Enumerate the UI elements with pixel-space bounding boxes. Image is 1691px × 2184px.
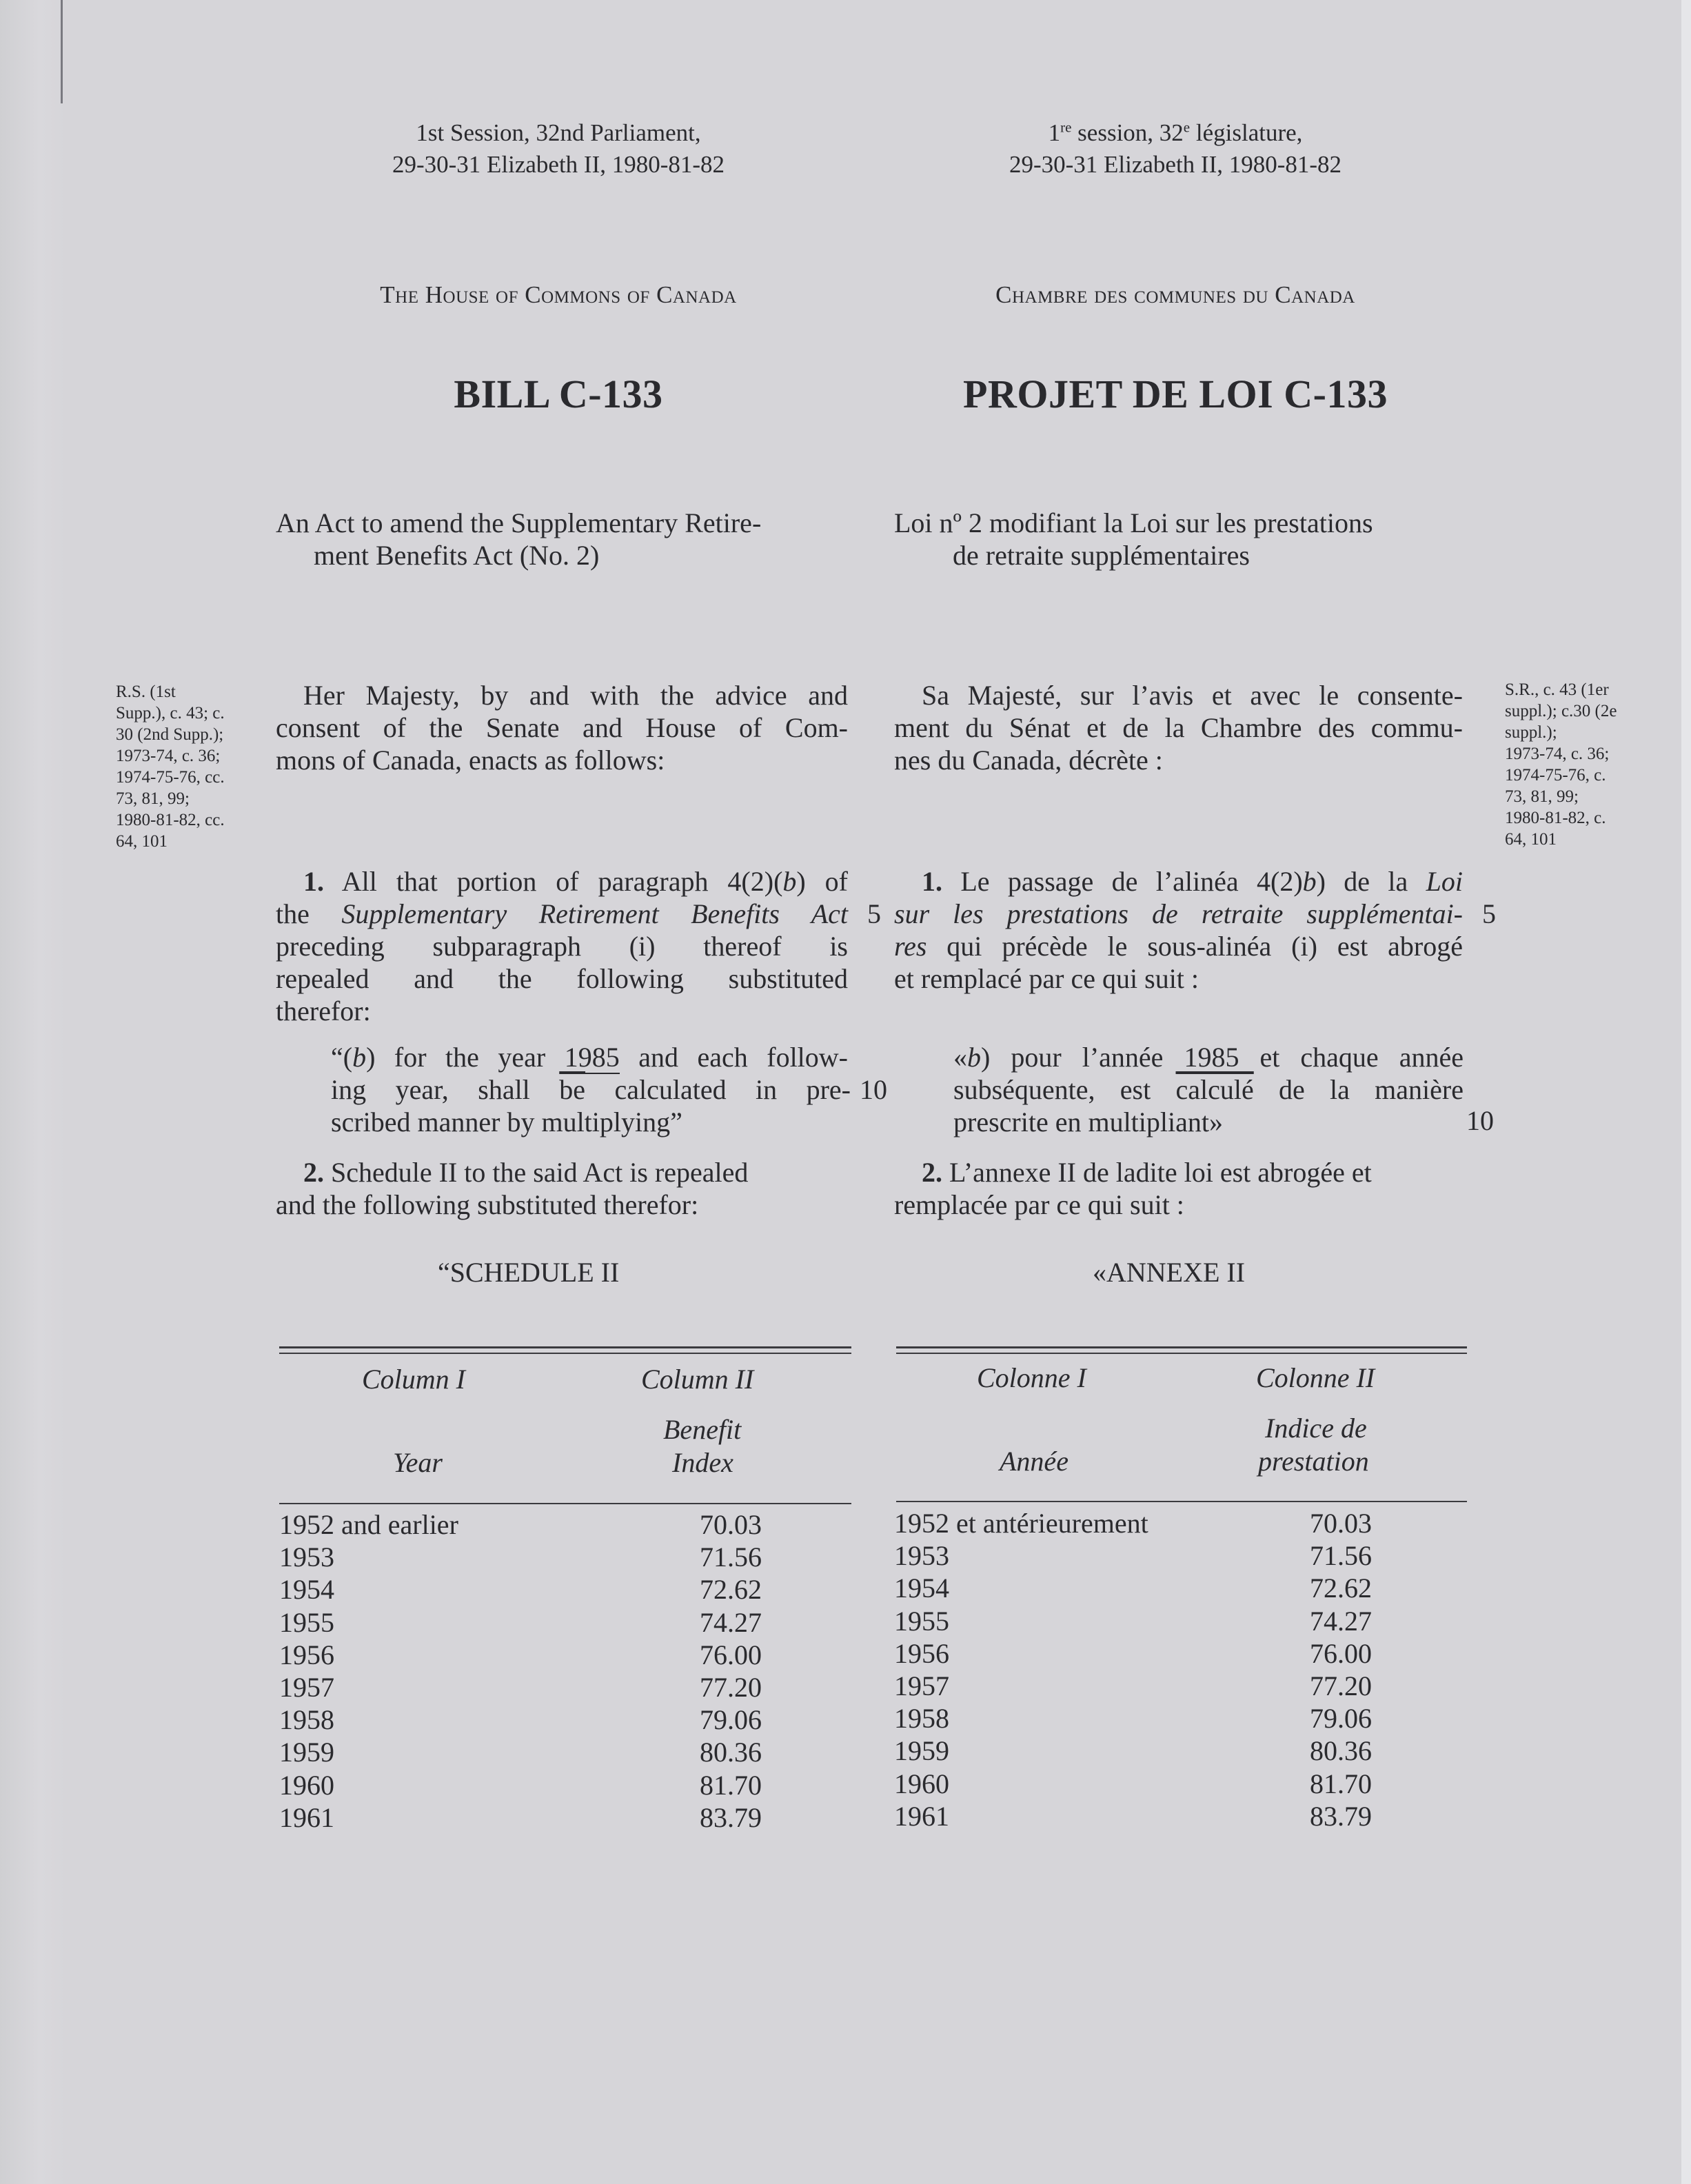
overlined-word: calculé <box>1175 1074 1254 1105</box>
column-header: Year <box>393 1447 443 1478</box>
left-bill-subtitle <box>276 507 848 572</box>
table-cell-index: 77.20 <box>1310 1670 1372 1701</box>
line-number-5-middle: 5 <box>867 898 881 929</box>
underlined-year: 1985 <box>1184 1042 1239 1073</box>
left-subtitle-line-1: An Act to amend the Supplementary Retire- <box>276 507 762 538</box>
left-session-line-1: 1st Session, 32nd Parliament, <box>416 119 701 146</box>
quote-text: calculated in pre- <box>585 1074 851 1105</box>
column-header: Column I <box>362 1364 465 1395</box>
table-header-rule <box>279 1503 851 1504</box>
right-house-name: Chambre des communes du Canada <box>995 281 1355 308</box>
table-cell-year: 1954 <box>894 1573 949 1604</box>
right-session-num: 1 <box>1048 119 1061 146</box>
table-cell-index: 81.70 <box>700 1769 762 1801</box>
section-line: preceding subparagraph (i) thereof is <box>276 931 848 962</box>
left-schedule-title: “SCHEDULE II <box>438 1257 620 1288</box>
margin-note-line: 73, 81, 99; <box>116 789 190 808</box>
table-cell-year: 1955 <box>279 1606 334 1638</box>
table-cell-year: 1960 <box>279 1769 334 1801</box>
column-header: Index <box>672 1447 733 1478</box>
act-name: Loi <box>1426 866 1463 897</box>
enacting-line: Sa Majesté, sur l’avis et avec le consente- <box>922 680 1463 711</box>
right-session-text2: législature, <box>1190 119 1303 146</box>
table-cell-year: 1956 <box>279 1639 334 1670</box>
section-line <box>894 1156 1463 1189</box>
table-cell-index: 79.06 <box>1310 1703 1372 1735</box>
left-section-2 <box>276 1156 848 1221</box>
line-number-5-right: 5 <box>1482 898 1496 929</box>
table-cell-year: 1957 <box>279 1672 334 1703</box>
margin-note-line: 1974-75-76, cc. <box>116 768 225 787</box>
left-session-line-2: 29-30-31 Elizabeth II, 1980-81-82 <box>392 151 725 178</box>
enacting-line: consent of the Senate and House of Com- <box>276 712 848 743</box>
right-session-text: session, 32 <box>1071 119 1184 146</box>
section-line <box>276 1156 848 1189</box>
quote-text: « <box>953 1042 967 1073</box>
section-text: Schedule II to the said Act is repealed <box>324 1157 749 1188</box>
section-line <box>894 930 1463 962</box>
table-cell-index: 80.36 <box>1310 1735 1372 1767</box>
quote-text: b <box>352 1042 367 1073</box>
column-header: prestation <box>1258 1446 1369 1477</box>
table-top-rule <box>279 1346 851 1348</box>
right-session-line-1 <box>889 117 1461 149</box>
quote-text: subséquente, est <box>953 1074 1176 1105</box>
line-number-10-right: 10 <box>1466 1105 1494 1136</box>
act-name: Supplementary Retirement Benefits Act <box>341 898 848 929</box>
right-section-1 <box>894 865 1463 995</box>
column-header: Indice de <box>1265 1413 1367 1444</box>
quote-text: et chaque année <box>1239 1042 1464 1073</box>
right-bill-title: PROJET DE LOI C-133 <box>963 372 1388 416</box>
section-text: Le passage de l’alinéa 4(2) <box>942 866 1303 897</box>
underlined-year: 1985 <box>564 1042 620 1073</box>
section-text: b <box>782 866 797 897</box>
table-cell-index: 77.20 <box>700 1672 762 1703</box>
enacting-line: ment du Sénat et de la Chambre des commu- <box>894 712 1463 743</box>
section-number: 1. <box>303 866 324 897</box>
quote-text: b <box>967 1042 981 1073</box>
table-cell-year: 1956 <box>894 1637 949 1669</box>
right-quoted-paragraph <box>953 1041 1464 1138</box>
right-schedule-title: «ANNEXE II <box>1093 1257 1246 1288</box>
section-line: et remplacé par ce qui suit : <box>894 963 1199 994</box>
table-cell-index: 74.27 <box>700 1606 762 1638</box>
left-house-name: The House of Commons of Canada <box>380 281 737 308</box>
table-cell-index: 72.62 <box>700 1574 762 1606</box>
column-header: Column II <box>641 1364 754 1395</box>
quote-text: ing year, shall <box>331 1074 560 1105</box>
right-margin-note <box>1505 679 1663 850</box>
section-line: and the following substituted therefor: <box>276 1189 699 1220</box>
table-cell-index: 70.03 <box>700 1509 762 1540</box>
table-cell-year: 1952 and earlier <box>279 1509 458 1540</box>
section-number: 2. <box>303 1157 324 1188</box>
section-text: the <box>276 898 342 929</box>
right-enacting-clause <box>894 679 1463 776</box>
section-line <box>276 865 848 898</box>
line-number-10-middle: 10 <box>860 1074 887 1105</box>
table-cell-year: 1953 <box>894 1540 949 1572</box>
table-cell-index: 76.00 <box>1310 1637 1372 1669</box>
section-line <box>276 898 848 930</box>
column-header: Colonne I <box>977 1362 1086 1393</box>
right-section-2 <box>894 1156 1463 1221</box>
margin-note-line: R.S. (1st <box>116 682 176 701</box>
quote-text: and each follow- <box>619 1042 848 1073</box>
section-line: repealed and the following substituted <box>276 963 848 994</box>
left-subtitle-line-2: ment Benefits Act (No. 2) <box>314 540 600 571</box>
enacting-line: Her Majesty, by and with the advice and <box>303 680 848 711</box>
quote-text: “( <box>331 1042 353 1073</box>
margin-note-line: S.R., c. 43 (1er <box>1505 680 1609 699</box>
margin-note-line: 1973-74, c. 36; <box>1505 745 1610 763</box>
section-number: 2. <box>922 1157 942 1188</box>
table-cell-index: 83.79 <box>1310 1800 1372 1832</box>
section-text: ) of <box>796 866 848 897</box>
table-cell-year: 1960 <box>894 1768 949 1799</box>
overlined-word: $\overline{be}$ <box>559 1074 586 1105</box>
right-session-header <box>889 117 1461 181</box>
right-subtitle-line-2: de retraite supplémentaires <box>953 540 1250 571</box>
table-cell-index: 70.03 <box>1310 1508 1372 1539</box>
table-cell-year: 1959 <box>279 1737 334 1768</box>
margin-note-line: 1974-75-76, c. <box>1505 766 1606 785</box>
right-session-sup2: e <box>1183 119 1191 136</box>
act-name: res <box>894 931 927 962</box>
table-cell-year: 1955 <box>894 1605 949 1637</box>
table-cell-index: 76.00 <box>700 1639 762 1670</box>
quote-text: ) for the year <box>366 1042 565 1073</box>
left-enacting-clause <box>276 679 848 776</box>
quote-text: ) pour l’année <box>981 1042 1184 1073</box>
quote-line: scribed manner by multiplying” <box>331 1106 682 1138</box>
table-cell-year: 1957 <box>894 1670 949 1701</box>
table-top-rule-2 <box>896 1353 1467 1354</box>
margin-note-line: suppl.); <box>1505 723 1557 742</box>
margin-note-line: Supp.), c. 43; c. <box>116 704 225 722</box>
margin-note-line: 1980-81-82, cc. <box>116 811 225 829</box>
section-text: qui précède le sous-alinéa (i) est abrogé <box>926 931 1463 962</box>
left-margin-note <box>116 681 261 852</box>
section-line <box>894 865 1463 898</box>
table-cell-year: 1958 <box>894 1703 949 1735</box>
table-header-rule <box>896 1501 1467 1502</box>
quote-line <box>953 1041 1464 1073</box>
quote-line <box>953 1073 1464 1106</box>
page-binding <box>0 0 66 2184</box>
quote-text: de la manière <box>1253 1074 1464 1105</box>
section-text: ) de la <box>1316 866 1426 897</box>
left-session-header <box>276 117 841 181</box>
table-cell-index: 72.62 <box>1310 1573 1372 1604</box>
section-text: b <box>1302 866 1317 897</box>
table-cell-index: 81.70 <box>1310 1768 1372 1799</box>
section-number: 1. <box>922 866 942 897</box>
section-line: remplacée par ce qui suit : <box>894 1189 1184 1220</box>
column-header: Colonne II <box>1256 1362 1375 1393</box>
table-cell-index: 71.56 <box>700 1541 762 1573</box>
left-bill-title: BILL C-133 <box>454 372 663 416</box>
quote-line: prescrite en multipliant» <box>953 1106 1223 1138</box>
margin-note-line: 64, 101 <box>1505 830 1557 849</box>
section-text: L’annexe II de ladite loi est abrogée et <box>942 1157 1372 1188</box>
table-cell-year: 1961 <box>894 1800 949 1832</box>
enacting-line: nes du Canada, décrète : <box>894 745 1163 776</box>
table-top-rule <box>896 1346 1467 1348</box>
table-cell-year: 1954 <box>279 1574 334 1606</box>
quote-line <box>331 1041 848 1073</box>
section-line: therefor: <box>276 995 371 1027</box>
table-cell-year: 1952 et antérieurement <box>894 1508 1148 1539</box>
right-bill-subtitle <box>894 507 1466 572</box>
table-cell-year: 1961 <box>279 1801 334 1833</box>
left-quoted-paragraph <box>331 1041 851 1138</box>
table-cell-year: 1953 <box>279 1541 334 1573</box>
binding-line <box>61 0 63 103</box>
right-session-sup: re <box>1060 119 1072 136</box>
column-header: Année <box>1000 1446 1069 1477</box>
section-line: sur les prestations de retraite supplémentai- <box>894 898 1463 929</box>
section-text: All that portion of paragraph 4(2)( <box>324 866 783 897</box>
margin-note-line: 30 (2nd Supp.); <box>116 725 224 744</box>
enacting-line: mons of Canada, enacts as follows: <box>276 745 665 776</box>
page-edge <box>1681 0 1691 2184</box>
margin-note-line: 1973-74, c. 36; <box>116 747 221 765</box>
quote-line <box>331 1073 851 1106</box>
left-section-1 <box>276 865 848 1027</box>
table-cell-index: 79.06 <box>700 1704 762 1736</box>
table-cell-index: 80.36 <box>700 1737 762 1768</box>
margin-note-line: 64, 101 <box>116 832 168 851</box>
margin-note-line: 73, 81, 99; <box>1505 787 1579 806</box>
right-session-line-2: 29-30-31 Elizabeth II, 1980-81-82 <box>1009 151 1342 178</box>
right-subtitle-line-1: Loi nº 2 modifiant la Loi sur les prestations <box>894 507 1373 538</box>
table-top-rule-2 <box>279 1353 851 1354</box>
margin-note-line: 1980-81-82, c. <box>1505 809 1606 827</box>
table-cell-year: 1959 <box>894 1735 949 1767</box>
table-cell-index: 71.56 <box>1310 1540 1372 1572</box>
table-cell-year: 1958 <box>279 1704 334 1736</box>
column-header: Benefit <box>663 1414 742 1445</box>
table-cell-index: 83.79 <box>700 1801 762 1833</box>
margin-note-line: suppl.); c.30 (2e <box>1505 702 1617 720</box>
table-cell-index: 74.27 <box>1310 1605 1372 1637</box>
